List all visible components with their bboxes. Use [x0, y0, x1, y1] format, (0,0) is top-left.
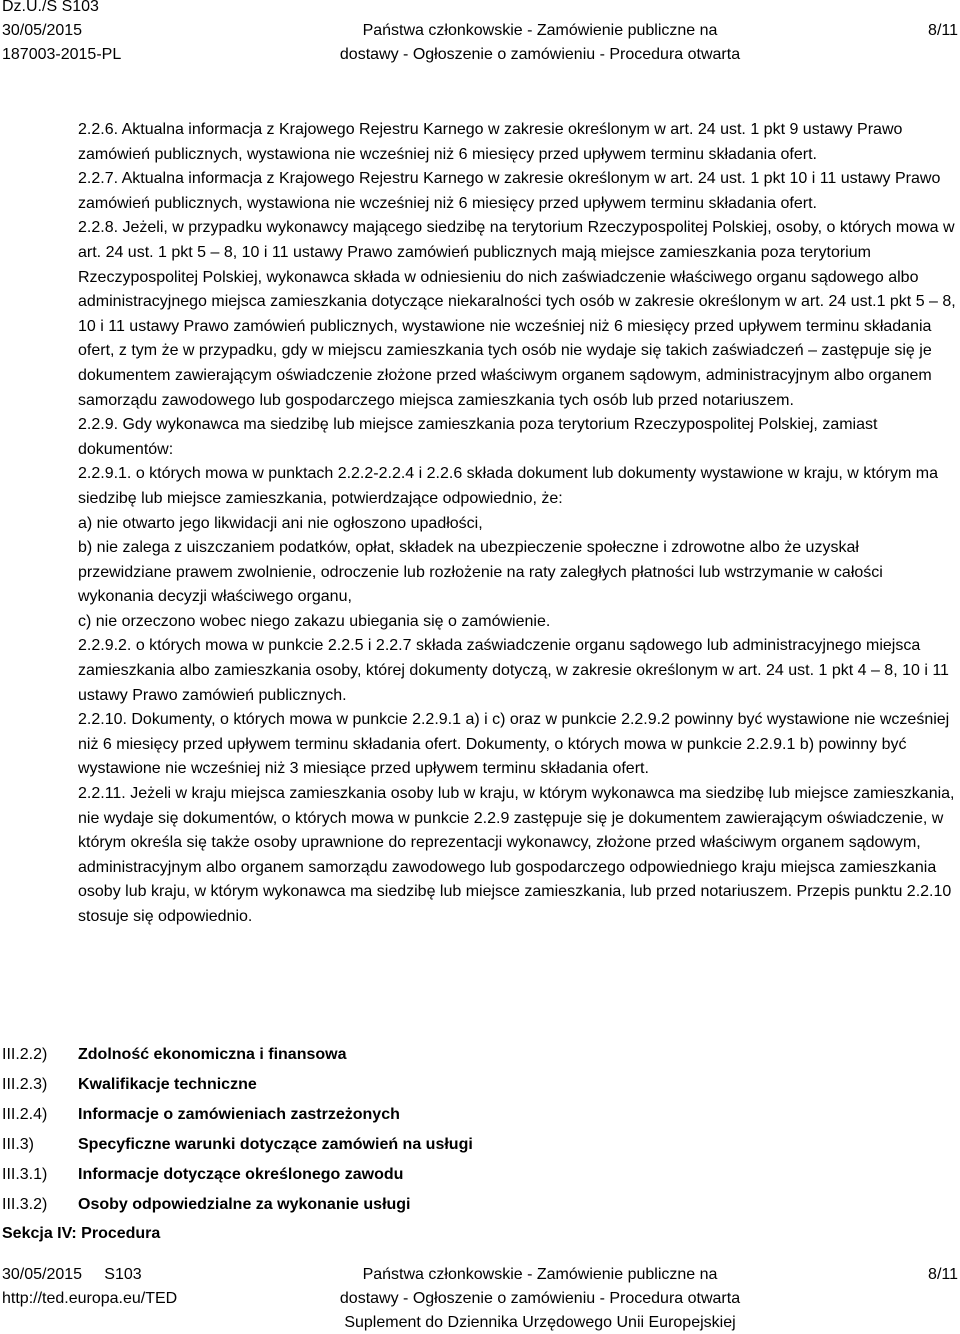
header-page-number: 8/11 — [928, 22, 958, 39]
section-title: Zdolność ekonomiczna i finansowa — [78, 1046, 347, 1063]
paragraph-2-2-9: 2.2.9. Gdy wykonawca ma siedzibę lub miejsce zamieszkania poza terytorium Rzeczypospolitej Polskiej, zamiast dokumentów: — [78, 416, 878, 458]
header-journal-ref: Dz.U./S S103 — [2, 0, 99, 15]
header-notice-id: 187003-2015-PL — [2, 46, 122, 63]
paragraph-2-2-6: 2.2.6. Aktualna informacja z Krajowego Rejestru Karnego w zakresie określonym w art. 24 ust. 1 pkt 9 ustawy Prawo zamówień publicznych, wystawiona nie wcześniej niż 6 miesięcy przed upływem terminu składania ofert. — [78, 121, 903, 163]
footer-page-number: 8/11 — [928, 1266, 958, 1283]
paragraph-item-c: c) nie orzeczono wobec niego zakazu ubiegania się o zamówienie. — [78, 612, 551, 630]
conditions-text — [78, 118, 956, 930]
paragraph-item-a: a) nie otwarto jego likwidacji ani nie ogłoszono upadłości, — [78, 514, 483, 532]
section-title: Osoby odpowiedzialne za wykonanie usługi — [78, 1196, 411, 1213]
footer-supplement: Suplement do Dziennika Urzędowego Unii Europejskiej — [344, 1314, 736, 1331]
paragraph-2-2-9-2: 2.2.9.2. o których mowa w punkcie 2.2.5 i 2.2.7 składa zaświadczenie organu sądowego lub administracyjnego miejsca zamieszkania albo zamieszkania osoby, której dokumenty dotyczą, w zakresie określonym w art. 24 ust. 1 pkt 4 – 8, 10 i 11 ustawy Prawo zamówień publicznych. — [78, 637, 949, 704]
section-iv-heading: Sekcja IV: Procedura — [2, 1225, 161, 1242]
section-number: III.3.2) — [2, 1196, 48, 1213]
section-number: III.2.4) — [2, 1106, 48, 1123]
footer-date-code: 30/05/2015 S103 — [2, 1266, 142, 1283]
section-number: III.2.3) — [2, 1076, 48, 1093]
header-date: 30/05/2015 — [2, 22, 83, 39]
section-title: Specyficzne warunki dotyczące zamówień na usługi — [78, 1136, 473, 1153]
header-title-line-2: dostawy - Ogłoszenie o zamówieniu - Procedura otwarta — [339, 46, 741, 63]
header-title-line-1: Państwa członkowskie - Zamówienie publiczne na — [362, 22, 718, 39]
paragraph-2-2-7: 2.2.7. Aktualna informacja z Krajowego Rejestru Karnego w zakresie określonym w art. 24 ust. 1 pkt 10 i 11 ustawy Prawo zamówień publicznych, wystawiona nie wcześniej niż 6 miesięcy przed upływem terminu składania ofert. — [78, 170, 941, 212]
paragraph-2-2-10: 2.2.10. Dokumenty, o których mowa w punkcie 2.2.9.1 a) i c) oraz w punkcie 2.2.9.2 powinny być wystawione nie wcześniej niż 6 miesięcy przed upływem terminu składania ofert. Dokumenty, o których mowa w punkcie 2.2.9.1 b) powinny być wystawione nie wcześniej niż 3 miesiące przed upływem terminu składania ofert. — [78, 711, 950, 778]
section-number: III.3.1) — [2, 1166, 48, 1183]
paragraph-2-2-11: 2.2.11. Jeżeli w kraju miejsca zamieszkania osoby lub w kraju, w którym wykonawca ma siedzibę lub miejsce zamieszkania, nie wydaje się dokumentów, o których mowa w punkcie 2.2.9 zastępuje się je dokumentem zawierającym oświadczenie, w którym określa się także osoby uprawnione do reprezentacji wykonawcy, złożone przed właściwym organem sądowym, administracyjnym albo organem samorządu zawodowego lub gospodarczego odpowiedniego kraju miejsca zamieszkania osoby lub kraju, w którym wykonawca ma siedzibę lub miejsce zamieszkania, lub przed notariuszem. Przepis punktu 2.2.10 stosuje się odpowiednio. — [78, 785, 955, 925]
section-title: Informacje o zamówieniach zastrzeżonych — [78, 1106, 400, 1123]
paragraph-2-2-9-1: 2.2.9.1. o których mowa w punktach 2.2.2-2.2.4 i 2.2.6 składa dokument lub dokumenty wystawione w kraju, w którym ma siedzibę lub miejsce zamieszkania, potwierdzające odpowiednio, że: — [78, 465, 938, 507]
footer-title-line-1: Państwa członkowskie - Zamówienie publiczne na — [362, 1266, 718, 1283]
section-title: Informacje dotyczące określonego zawodu — [78, 1166, 404, 1183]
section-title: Kwalifikacje techniczne — [78, 1076, 257, 1093]
section-number: III.2.2) — [2, 1046, 48, 1063]
paragraph-item-b: b) nie zalega z uiszczaniem podatków, opłat, składek na ubezpieczenie społeczne i zdrowotne albo że uzyskał przewidziane prawem zwolnienie, odroczenie lub rozłożenie na raty zaległych płatności lub wstrzymanie w całości wykonania decyzji właściwego organu, — [78, 539, 883, 606]
footer-title-line-2: dostawy - Ogłoszenie o zamówieniu - Procedura otwarta — [339, 1290, 741, 1307]
footer-url[interactable]: http://ted.europa.eu/TED — [2, 1290, 178, 1307]
paragraph-2-2-8: 2.2.8. Jeżeli, w przypadku wykonawcy mającego siedzibę na terytorium Rzeczypospolitej Polskiej, osoby, o których mowa w art. 24 ust. 1 pkt 5 – 8, 10 i 11 ustawy Prawo zamówień publicznych mają miejsce zamieszkania poza terytorium Rzeczypospolitej Polskiej, wykonawca składa w odniesieniu do nich zaświadczenie właściwego organu sądowego albo administracyjnego miejsca zamieszkania dotyczące niekaralności tych osób w zakresie określonym w art. 24 ust.1 pkt 5 – 8, 10 i 11 ustawy Prawo zamówień publicznych, wystawione nie wcześniej niż 6 miesięcy przed upływem terminu składania ofert, z tym że w przypadku, gdy w miejscu zamieszkania tych osób nie wydaje się takich zaświadczeń – zastępuje się je dokumentem zawierającym oświadczenie złożone przed właściwym organem sądowym, administracyjnym albo organem samorządu zawodowego lub gospodarczego miejsca zamieszkania tych osób lub przed notariuszem. — [78, 219, 956, 409]
section-number: III.3) — [2, 1136, 35, 1153]
